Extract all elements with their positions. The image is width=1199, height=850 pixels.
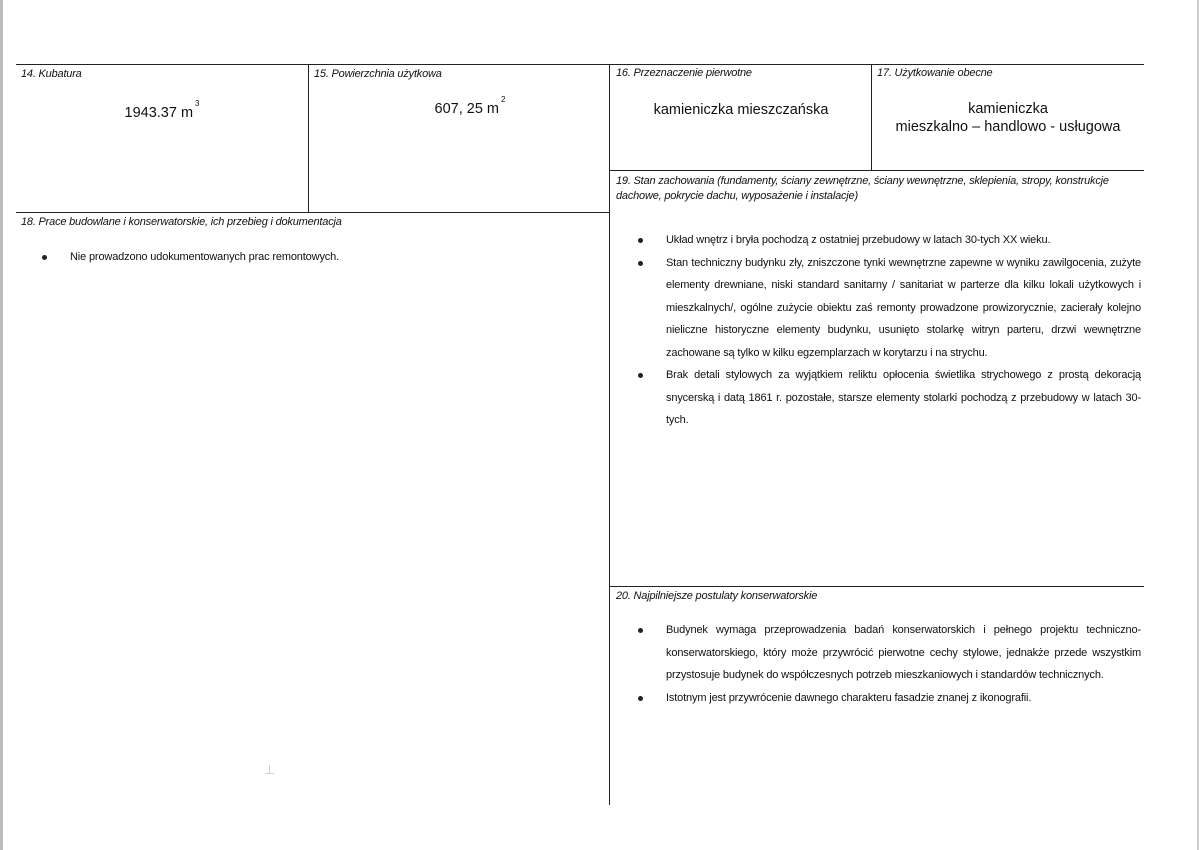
scan-artifact-mark: ⊥ [264, 762, 276, 777]
s19-item-1: Układ wnętrz i bryła pochodzą z ostatniej przebudowy w latach 30-tych XX wieku. [620, 229, 1141, 252]
s19-item-3: Brak detali stylowych za wyjątkiem reliktu opłocenia świetlika strychowego z prostą dekoracją snycerską i datą 1861 r. pozostałe, starsze elementy stolarki pochodzą z przebudowy w latach 30-tych. [620, 364, 1141, 432]
s18-label: 18. Prace budowlane i konserwatorskie, ich przebieg i dokumentacja [21, 216, 342, 228]
s15-label: 15. Powierzchnia użytkowa [314, 68, 442, 80]
s17-label: 17. Użytkowanie obecne [877, 67, 993, 79]
s20-list [620, 619, 1141, 709]
s19-list [620, 229, 1141, 432]
s18-list [24, 246, 584, 269]
s16-label: 16. Przeznaczenie pierwotne [616, 67, 752, 79]
s18-item-1: Nie prowadzono udokumentowanych prac remontowych. [24, 246, 584, 269]
divider-main [609, 64, 610, 805]
s19-label-text: 19. Stan zachowania (fundamenty, ściany zewnętrzne, ściany wewnętrzne, sklepienia, stropy, konstrukcje dachowe, pokrycie dachu, wyposażenie i instalacje) [616, 175, 1109, 202]
s17-value [876, 100, 1140, 136]
top-border [16, 64, 1144, 65]
s20-label: 20. Najpilniejsze postulaty konserwatorskie [616, 590, 818, 602]
s14-value-text: 1943.37 m [124, 104, 194, 121]
scan-edge-left [0, 0, 3, 850]
s17-value-line2: mieszkalno – handlowo - usługowa [895, 119, 1121, 135]
s19-label [616, 174, 1116, 204]
s16-value: kamieniczka mieszczańska [653, 102, 829, 118]
s20-item-1: Budynek wymaga przeprowadzenia badań konserwatorskich i pełnego projektu techniczno-konserwatorskiego, który może przywrócić pierwotne cechy stylowe, jednakże przede wszystkim przystosuje budynek do współczesnych potrzeb mieszkaniowych i standardów technicznych. [620, 619, 1141, 687]
s14-unit-sup: 3 [195, 99, 200, 108]
divider-s16-s17 [871, 64, 872, 170]
s19-item-2: Stan techniczny budynku zły, zniszczone tynki wewnętrzne zapewne w wyniku zawilgocenia, zużyte elementy drewniane, niski standard sanitarny / sanitariat w parterze dla kilku lokali użytkowych i mieszkalnych/, ogólne zużycie obiektu zaś remonty prowadzone prowizorycznie, zacierały kolejno nieliczne historyczne elementy budynku, usunięto stolarkę witryn parteru, drzwi wewnętrzne zachowane są tylko w kilku egzemplarzach w korytarzu i na strychu. [620, 252, 1141, 365]
s15-unit-sup: 2 [501, 95, 506, 104]
s17-value-line1: kamieniczka [968, 101, 1048, 117]
divider-row2-left [16, 212, 610, 213]
divider-s14-s15 [308, 64, 309, 212]
s14-label: 14. Kubatura [21, 68, 82, 80]
divider-s20 [610, 586, 1144, 587]
divider-row2-right [610, 170, 1144, 171]
s15-value [330, 96, 610, 118]
s20-item-2: Istotnym jest przywrócenie dawnego charakteru fasadzie znanej z ikonografii. [620, 687, 1141, 710]
s14-value [20, 100, 304, 122]
s15-value-text: 607, 25 m [434, 100, 500, 117]
